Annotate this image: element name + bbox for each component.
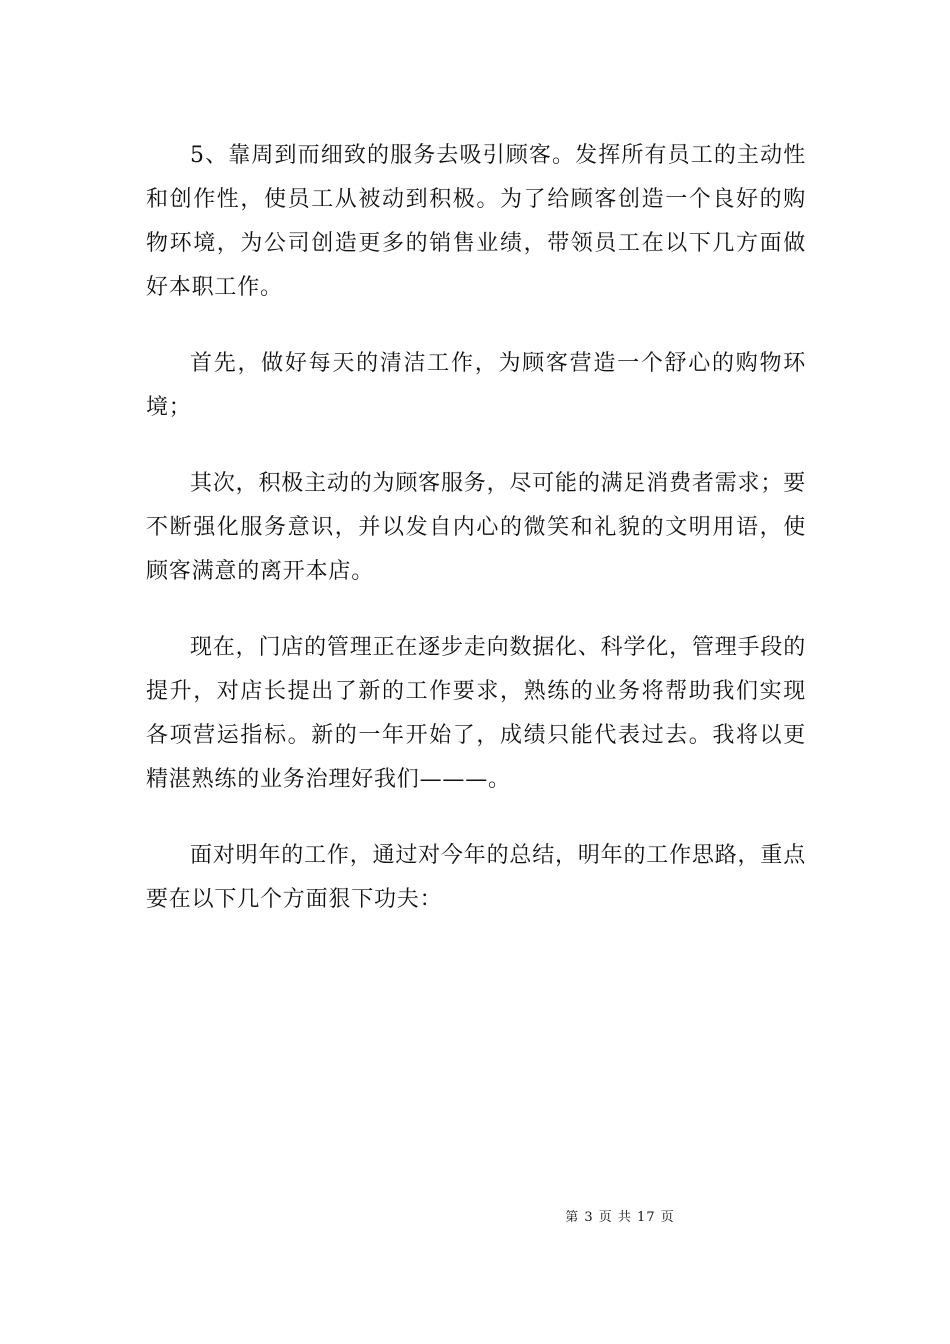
paragraph-next-year: 面对明年的工作，通过对今年的总结，明年的工作思路，重点要在以下几个方面狠下功夫： (146, 843, 806, 912)
paragraph-second: 其次，积极主动的为顾客服务，尽可能的满足消费者需求；要不断强化服务意识，并以发自内心的微笑和礼貌的文明用语，使顾客满意的离开本店。 (146, 471, 806, 584)
page-number: 第 3 页 共 17 页 (565, 1210, 675, 1225)
paragraph-first: 首先，做好每天的清洁工作，为顾客营造一个舒心的购物环境； (146, 351, 806, 420)
paragraph-service: 5、靠周到而细致的服务去吸引顾客。发挥所有员工的主动性和创作性，使员工从被动到积极。为了给顾客创造一个良好的购物环境，为公司创造更多的销售业绩，带领员工在以下几方面做好本职工作。 (146, 143, 806, 300)
page-footer (0, 1206, 950, 1225)
document-body (146, 134, 806, 954)
paragraph-management: 现在，门店的管理正在逐步走向数据化、科学化，管理手段的提升，对店长提出了新的工作要求，熟练的业务将帮助我们实现各项营运指标。新的一年开始了，成绩只能代表过去。我将以更精湛熟练的业务治理好我们———。 (146, 635, 806, 792)
